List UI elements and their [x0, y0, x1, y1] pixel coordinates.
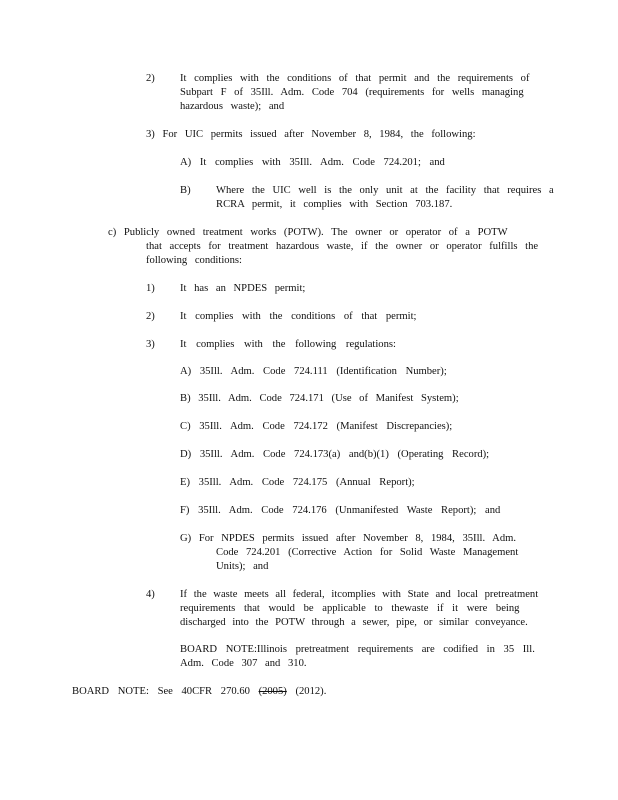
paragraph-line: It has an NPDES permit;	[180, 283, 306, 294]
paragraph-line: It complies with the following regulations:	[180, 339, 396, 350]
paragraph-line: Units); and	[216, 561, 269, 572]
paragraph-line: RCRA permit, it complies with Section 703.187.	[216, 199, 453, 210]
paragraph-line: requirements that would be applicable to thewaste if it were being	[180, 603, 520, 614]
board-note-line: BOARD NOTE:Illinois pretreatment requirements are codified in 35 Ill.	[180, 644, 535, 655]
item-number: B)	[180, 185, 191, 196]
item-number: 2)	[146, 311, 155, 322]
paragraph-line: D) 35Ill. Adm. Code 724.173(a) and(b)(1) (Operating Record);	[180, 449, 490, 460]
paragraph-line: Subpart F of 35Ill. Adm. Code 704 (requirements for wells managing	[180, 87, 524, 98]
board-note-line: Adm. Code 307 and 310.	[180, 658, 307, 669]
deleted-year: (2005)	[258, 686, 287, 697]
paragraph-line: discharged into the POTW through a sewer, pipe, or similar conveyance.	[180, 617, 528, 628]
paragraph-line: If the waste meets all federal, itcomplies with State and local pretreatment	[180, 589, 539, 600]
paragraph-line: that accepts for treatment hazardous waste, if the owner or operator fulfills the	[146, 241, 539, 252]
paragraph-line: F) 35Ill. Adm. Code 724.176 (Unmanifested Waste Report); and	[180, 505, 501, 516]
board-note-text: BOARD NOTE: See 40CFR 270.60	[72, 686, 259, 697]
paragraph-line: 3) For UIC permits issued after November 8, 1984, the following:	[146, 129, 476, 140]
paragraph-line: B) 35Ill. Adm. Code 724.171 (Use of Manifest System);	[180, 393, 459, 404]
paragraph-line: It complies with the conditions of that permit and the requirements of	[180, 73, 530, 84]
board-note-citation	[72, 685, 326, 698]
paragraph-line: Where the UIC well is the only unit at the facility that requires a	[216, 185, 554, 196]
paragraph-line: A) It complies with 35Ill. Adm. Code 724.201; and	[180, 157, 445, 168]
item-number: 1)	[146, 283, 155, 294]
paragraph-line: Code 724.201 (Corrective Action for Solid Waste Management	[216, 547, 519, 558]
paragraph-line: It complies with the conditions of that permit;	[180, 311, 417, 322]
paragraph-line: G) For NPDES permits issued after November 8, 1984, 35Ill. Adm.	[180, 533, 516, 544]
paragraph-line: E) 35Ill. Adm. Code 724.175 (Annual Report);	[180, 477, 415, 488]
item-number: 4)	[146, 589, 155, 600]
paragraph-line: following conditions:	[146, 255, 242, 266]
paragraph-line: C) 35Ill. Adm. Code 724.172 (Manifest Discrepancies);	[180, 421, 453, 432]
item-number: 2)	[146, 73, 155, 84]
paragraph-line: hazardous waste); and	[180, 101, 285, 112]
inserted-year: (2012).	[286, 686, 327, 697]
item-number: 3)	[146, 339, 155, 350]
paragraph-line: A) 35Ill. Adm. Code 724.111 (Identification Number);	[180, 366, 447, 377]
paragraph-line: c) Publicly owned treatment works (POTW). The owner or operator of a POTW	[108, 227, 508, 238]
